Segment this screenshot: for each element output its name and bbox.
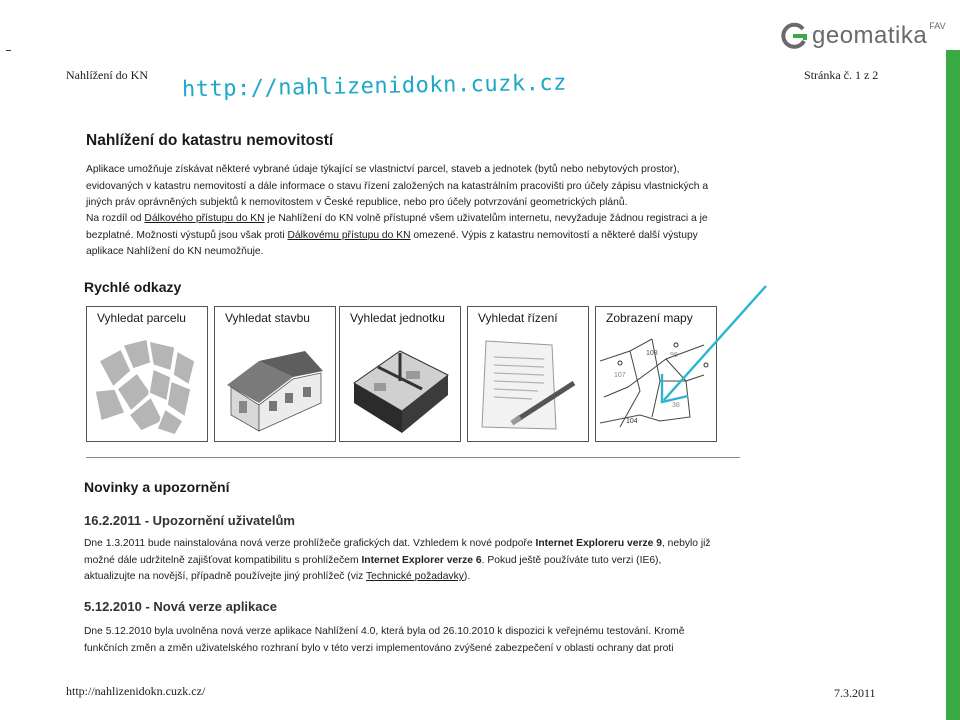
text: Na rozdíl od — [86, 213, 145, 224]
brand-name: geomatika — [812, 22, 928, 49]
news-item-body — [84, 536, 754, 586]
news-line — [84, 536, 754, 553]
intro-paragraph — [86, 162, 746, 212]
text: Dne 1.3.2011 bude nainstalována nová verze prohlížeče grafických dat. Vzhledem k nové podpoře — [84, 538, 536, 549]
news-line — [84, 553, 754, 570]
text: . Pokud ještě používáte tuto verzi (IE6), — [481, 554, 662, 566]
print-footer-url: http://nahlizenidokn.cuzk.cz/ — [66, 684, 206, 698]
tile-label: Vyhledat řízení — [478, 311, 558, 325]
tile-search-proceeding[interactable] — [467, 306, 589, 442]
news-item-title: 16.2.2011 - Upozornění uživatelům — [84, 513, 295, 528]
text: Internet Explorer verze 6 — [361, 554, 482, 566]
handwritten-arrow-icon — [650, 282, 774, 412]
text: aktualizujte na novější, případně používejte jiný prohlížeč (viz — [84, 571, 366, 582]
news-line: Dne 5.12.2010 byla uvolněna nová verze aplikace Nahlížení 4.0, která byla od 26.10.2010 k dispozici k veřejnému testování. Kromě — [84, 626, 685, 637]
text: omezené. Výpis z katastru nemovitostí a některé další výstupy — [410, 229, 698, 241]
brand-suffix: FAV — [929, 21, 946, 31]
print-footer-date: 7.3.2011 — [834, 686, 876, 700]
map-label: 107 — [614, 372, 626, 379]
divider — [6, 50, 11, 51]
tile-label: Vyhledat jednotku — [350, 311, 445, 325]
text: je Nahlížení do KN volně přístupné všem uživatelům internetu, nevyžaduje žádnou registraci a je — [264, 213, 708, 224]
text: bezplatné. Možnosti výstupů jsou však proti — [86, 229, 288, 241]
handwritten-url: http://nahlizenidokn.cuzk.cz — [181, 70, 568, 103]
parcel-map-icon — [91, 331, 203, 437]
tile-label: Vyhledat stavbu — [225, 311, 310, 325]
map-label: 104 — [626, 418, 638, 425]
tile-search-building[interactable] — [214, 306, 336, 442]
text: možné dále udržitelně zajišťovat kompatibilitu s prohlížečem — [84, 554, 362, 566]
text: ). — [463, 571, 471, 582]
page-title: Nahlížení do katastru nemovitostí — [86, 132, 334, 149]
news-heading: Novinky a upozornění — [84, 479, 230, 495]
accent-bar — [946, 50, 960, 720]
intro-line: Aplikace umožňuje získávat některé vybrané údaje týkající se vlastnictví parcel, staveb a jednotek (bytů nebo nebytových prostor), — [86, 164, 680, 175]
text: Internet Exploreru verze 9 — [535, 538, 662, 549]
document-pen-icon — [472, 331, 584, 437]
map-label: 98 — [670, 352, 678, 359]
tile-label: Vyhledat parcelu — [97, 311, 186, 325]
house-icon — [219, 331, 331, 437]
tile-label: Zobrazení mapy — [606, 311, 693, 325]
geomatika-logo-icon — [778, 21, 808, 51]
intro-line — [86, 211, 746, 228]
intro-line: jiných práv oprávněných subjektů k nemovitostem v České republice, nebo pro účely potvrzování geometrických plánů. — [86, 197, 628, 208]
news-item-body — [84, 624, 754, 657]
intro-line: aplikace Nahlížení do KN neumožňuje. — [86, 246, 264, 257]
print-header-page: Stránka č. 1 z 2 — [804, 68, 879, 82]
map-label: 38 — [672, 402, 680, 409]
news-line: funkčních změn a změn uživatelského rozhraní bylo v této verzi implementováno zvýšené zabezpečení v oblasti ochrany dat proti — [84, 642, 674, 654]
print-header-title: Nahlížení do KN — [66, 68, 148, 82]
divider — [86, 457, 740, 458]
remote-access-link-2[interactable]: Dálkovému přístupu do KN — [287, 229, 411, 241]
intro-line: evidovaných v katastru nemovitostí a dále informace o stavu řízení založených na katastrálním pracovišti pro účely zápisu vlastnických a — [86, 180, 709, 192]
quick-links-heading: Rychlé odkazy — [84, 279, 182, 295]
text: , nebylo již — [661, 538, 711, 549]
technical-requirements-link[interactable]: Technické požadavky — [366, 571, 464, 582]
news-item-title: 5.12.2010 - Nová verze aplikace — [84, 599, 277, 614]
floor-plan-icon — [344, 331, 456, 437]
remote-access-link[interactable]: Dálkového přístupu do KN — [144, 213, 265, 224]
tile-search-unit[interactable] — [339, 306, 461, 442]
tile-search-parcel[interactable] — [86, 306, 208, 442]
intro-line — [86, 228, 746, 245]
map-label: 108 — [646, 350, 658, 357]
brand-logo — [778, 18, 946, 54]
intro-paragraph-2 — [86, 211, 746, 261]
news-line — [84, 569, 754, 586]
